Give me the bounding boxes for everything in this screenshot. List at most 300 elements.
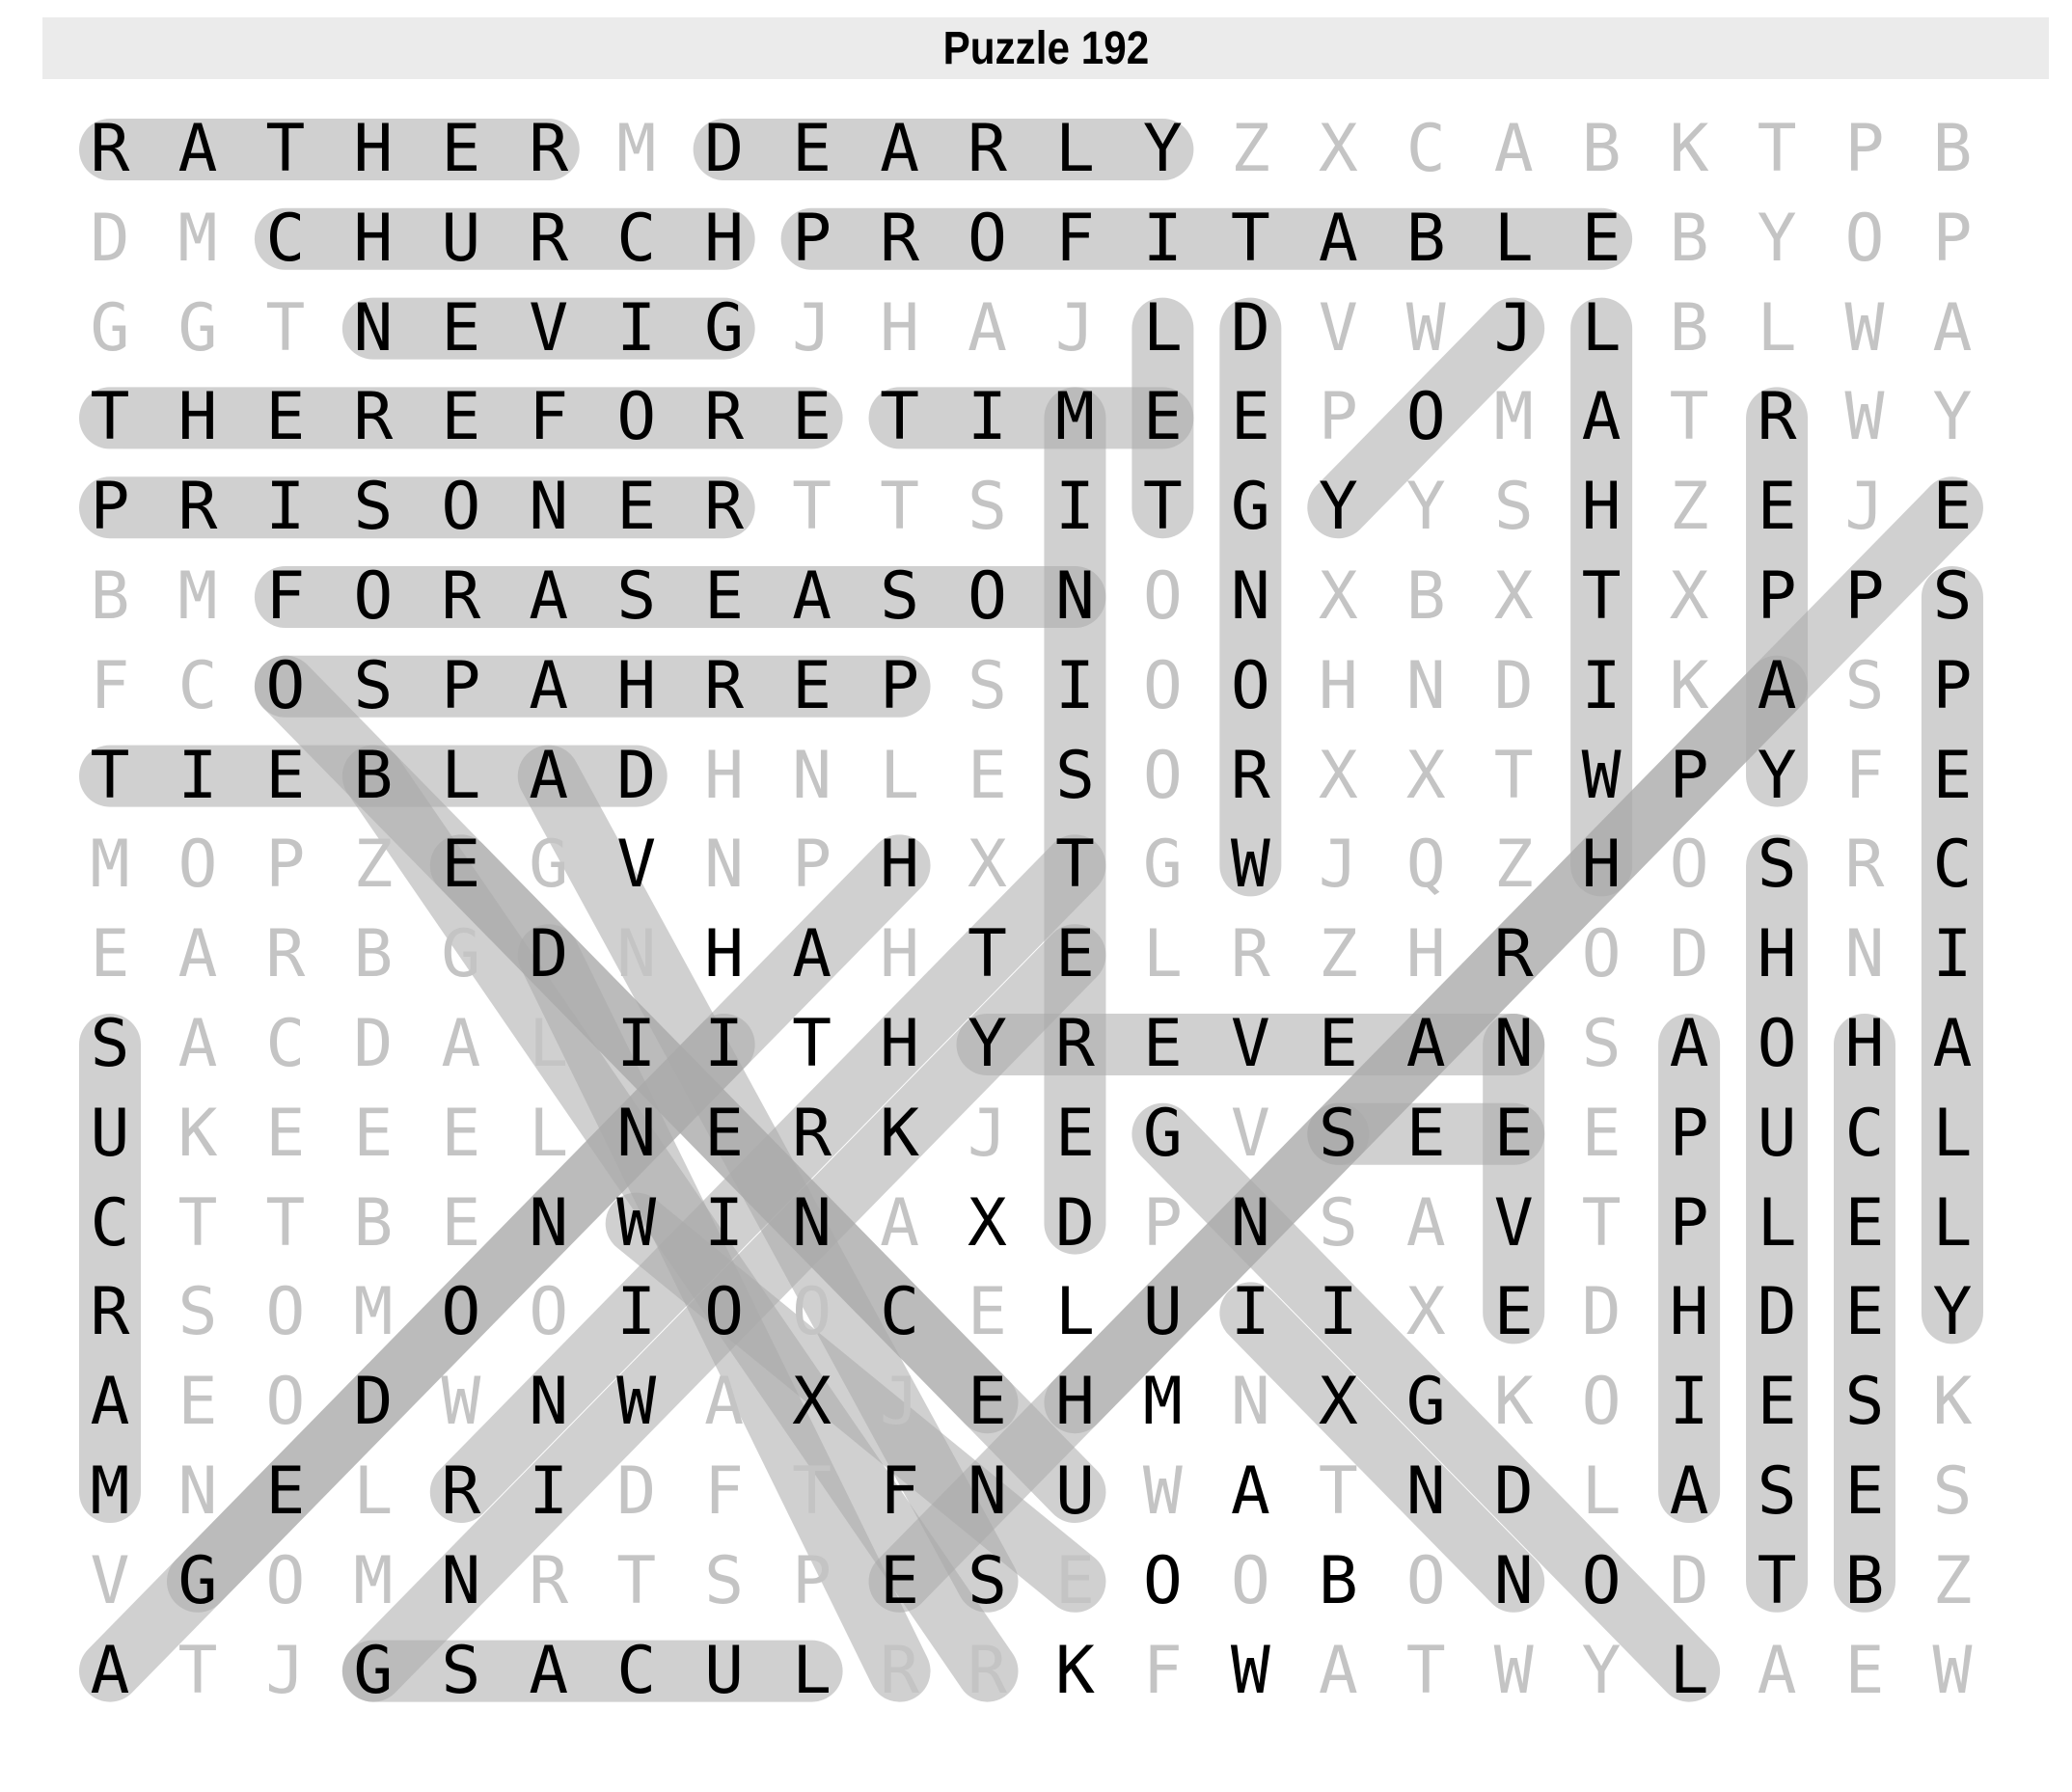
grid-cell[interactable]: S bbox=[1932, 1453, 1973, 1530]
grid-cell[interactable]: Y bbox=[1932, 1274, 1973, 1351]
grid-cell[interactable]: P bbox=[1669, 1095, 1709, 1172]
grid-cell[interactable]: D bbox=[90, 200, 130, 277]
grid-cell[interactable]: R bbox=[704, 379, 745, 456]
grid-cell[interactable]: T bbox=[792, 1453, 832, 1530]
grid-cell[interactable]: E bbox=[441, 827, 481, 904]
grid-cell[interactable]: P bbox=[1757, 558, 1797, 635]
grid-cell[interactable]: X bbox=[792, 1364, 832, 1441]
grid-cell[interactable]: X bbox=[1493, 558, 1534, 635]
grid-cell[interactable]: E bbox=[1757, 1364, 1797, 1441]
grid-cell[interactable]: K bbox=[1669, 647, 1709, 724]
grid-cell[interactable]: I bbox=[1932, 916, 1973, 993]
grid-cell[interactable]: O bbox=[1669, 827, 1709, 904]
grid-cell[interactable]: R bbox=[1230, 737, 1270, 814]
grid-cell[interactable]: T bbox=[1142, 469, 1183, 546]
grid-cell[interactable]: M bbox=[90, 1453, 130, 1530]
grid-cell[interactable]: I bbox=[616, 1274, 657, 1351]
grid-cell[interactable]: A bbox=[1932, 1006, 1973, 1082]
grid-cell[interactable]: S bbox=[1757, 1453, 1797, 1530]
grid-cell[interactable]: E bbox=[968, 737, 1007, 814]
grid-cell[interactable]: Y bbox=[1142, 111, 1183, 187]
grid-cell[interactable]: I bbox=[968, 379, 1007, 456]
grid-cell[interactable]: H bbox=[353, 111, 394, 187]
grid-cell[interactable]: Z bbox=[1318, 916, 1358, 993]
grid-cell[interactable]: N bbox=[616, 916, 657, 993]
grid-cell[interactable]: W bbox=[1932, 1632, 1973, 1709]
grid-cell[interactable]: T bbox=[792, 1006, 832, 1082]
grid-cell[interactable]: H bbox=[1757, 916, 1797, 993]
grid-cell[interactable]: R bbox=[1493, 916, 1534, 993]
grid-cell[interactable]: L bbox=[792, 1632, 832, 1709]
grid-cell[interactable]: A bbox=[704, 1364, 745, 1441]
grid-cell[interactable]: E bbox=[792, 647, 832, 724]
grid-cell[interactable]: J bbox=[265, 1632, 306, 1709]
grid-cell[interactable]: O bbox=[265, 1274, 306, 1351]
grid-cell[interactable]: G bbox=[704, 289, 745, 367]
grid-cell[interactable]: E bbox=[1932, 469, 1973, 546]
grid-cell[interactable]: B bbox=[1932, 111, 1973, 187]
grid-cell[interactable]: O bbox=[1581, 1364, 1622, 1441]
grid-cell[interactable]: E bbox=[1230, 379, 1270, 456]
grid-cell[interactable]: H bbox=[1318, 647, 1358, 724]
grid-cell[interactable]: N bbox=[1405, 647, 1446, 724]
grid-cell[interactable]: R bbox=[1844, 827, 1885, 904]
grid-cell[interactable]: B bbox=[353, 1184, 394, 1262]
grid-cell[interactable]: A bbox=[968, 289, 1007, 367]
grid-cell[interactable]: O bbox=[177, 827, 218, 904]
grid-cell[interactable]: D bbox=[1493, 647, 1534, 724]
grid-cell[interactable]: R bbox=[441, 558, 481, 635]
grid-cell[interactable]: W bbox=[1405, 289, 1446, 367]
grid-cell[interactable]: D bbox=[1669, 1542, 1709, 1619]
grid-cell[interactable]: K bbox=[880, 1095, 920, 1172]
grid-cell[interactable]: W bbox=[1844, 289, 1885, 367]
grid-cell[interactable]: T bbox=[1493, 737, 1534, 814]
grid-cell[interactable]: H bbox=[880, 827, 920, 904]
grid-cell[interactable]: O bbox=[1230, 647, 1270, 724]
grid-cell[interactable]: P bbox=[1932, 200, 1973, 277]
grid-cell[interactable]: C bbox=[1932, 827, 1973, 904]
grid-cell[interactable]: J bbox=[1318, 827, 1358, 904]
grid-cell[interactable]: X bbox=[1318, 1364, 1358, 1441]
grid-cell[interactable]: H bbox=[1581, 469, 1622, 546]
grid-cell[interactable]: N bbox=[704, 827, 745, 904]
grid-cell[interactable]: P bbox=[1669, 1184, 1709, 1262]
grid-cell[interactable]: G bbox=[177, 1542, 218, 1619]
grid-cell[interactable]: V bbox=[90, 1542, 130, 1619]
grid-cell[interactable]: D bbox=[1230, 289, 1270, 367]
grid-cell[interactable]: R bbox=[90, 111, 130, 187]
grid-cell[interactable]: H bbox=[704, 737, 745, 814]
grid-cell[interactable]: W bbox=[616, 1184, 657, 1262]
grid-cell[interactable]: L bbox=[1581, 289, 1622, 367]
grid-cell[interactable]: O bbox=[353, 558, 394, 635]
grid-cell[interactable]: L bbox=[1142, 289, 1183, 367]
grid-cell[interactable]: C bbox=[1405, 111, 1446, 187]
grid-cell[interactable]: M bbox=[616, 111, 657, 187]
grid-cell[interactable]: E bbox=[880, 1542, 920, 1619]
grid-cell[interactable]: E bbox=[1318, 1006, 1358, 1082]
grid-cell[interactable]: B bbox=[1405, 200, 1446, 277]
grid-cell[interactable]: O bbox=[1405, 1542, 1446, 1619]
grid-cell[interactable]: C bbox=[177, 647, 218, 724]
grid-cell[interactable]: G bbox=[441, 916, 481, 993]
grid-cell[interactable]: S bbox=[177, 1274, 218, 1351]
grid-cell[interactable]: M bbox=[353, 1274, 394, 1351]
grid-cell[interactable]: M bbox=[1493, 379, 1534, 456]
grid-cell[interactable]: A bbox=[177, 916, 218, 993]
grid-cell[interactable]: T bbox=[1318, 1453, 1358, 1530]
grid-cell[interactable]: A bbox=[529, 1632, 569, 1709]
grid-cell[interactable]: D bbox=[1493, 1453, 1534, 1530]
grid-cell[interactable]: B bbox=[1669, 289, 1709, 367]
grid-cell[interactable]: I bbox=[1669, 1364, 1709, 1441]
grid-cell[interactable]: L bbox=[1142, 916, 1183, 993]
grid-cell[interactable]: L bbox=[1932, 1095, 1973, 1172]
grid-cell[interactable]: X bbox=[968, 1184, 1007, 1262]
grid-cell[interactable]: C bbox=[1844, 1095, 1885, 1172]
grid-cell[interactable]: M bbox=[1054, 379, 1095, 456]
grid-cell[interactable]: O bbox=[1142, 737, 1183, 814]
grid-cell[interactable]: Z bbox=[1932, 1542, 1973, 1619]
grid-cell[interactable]: R bbox=[880, 200, 920, 277]
grid-cell[interactable]: A bbox=[177, 111, 218, 187]
grid-cell[interactable]: A bbox=[792, 916, 832, 993]
grid-cell[interactable]: J bbox=[1493, 289, 1534, 367]
grid-cell[interactable]: P bbox=[265, 827, 306, 904]
grid-cell[interactable]: P bbox=[90, 469, 130, 546]
grid-cell[interactable]: H bbox=[1054, 1364, 1095, 1441]
grid-cell[interactable]: P bbox=[792, 827, 832, 904]
grid-cell[interactable]: A bbox=[1405, 1184, 1446, 1262]
grid-cell[interactable]: T bbox=[616, 1542, 657, 1619]
grid-cell[interactable]: W bbox=[1581, 737, 1622, 814]
grid-cell[interactable]: D bbox=[353, 1364, 394, 1441]
grid-cell[interactable]: H bbox=[1405, 916, 1446, 993]
grid-cell[interactable]: T bbox=[792, 469, 832, 546]
grid-cell[interactable]: I bbox=[616, 289, 657, 367]
grid-cell[interactable]: E bbox=[265, 1095, 306, 1172]
grid-cell[interactable]: E bbox=[441, 1095, 481, 1172]
grid-cell[interactable]: I bbox=[177, 737, 218, 814]
grid-cell[interactable]: F bbox=[880, 1453, 920, 1530]
grid-cell[interactable]: M bbox=[177, 558, 218, 635]
grid-cell[interactable]: P bbox=[1932, 647, 1973, 724]
grid-cell[interactable]: I bbox=[1230, 1274, 1270, 1351]
grid-cell[interactable]: A bbox=[792, 558, 832, 635]
grid-cell[interactable]: R bbox=[1757, 379, 1797, 456]
grid-cell[interactable]: T bbox=[1757, 1542, 1797, 1619]
grid-cell[interactable]: E bbox=[90, 916, 130, 993]
grid-cell[interactable]: I bbox=[616, 1006, 657, 1082]
grid-cell[interactable]: A bbox=[90, 1364, 130, 1441]
grid-cell[interactable]: E bbox=[1142, 1006, 1183, 1082]
grid-cell[interactable]: A bbox=[529, 737, 569, 814]
grid-cell[interactable]: E bbox=[1054, 1542, 1095, 1619]
grid-cell[interactable]: X bbox=[1405, 737, 1446, 814]
grid-cell[interactable]: E bbox=[1581, 200, 1622, 277]
grid-cell[interactable]: Z bbox=[1230, 111, 1270, 187]
grid-cell[interactable]: M bbox=[353, 1542, 394, 1619]
grid-cell[interactable]: K bbox=[1493, 1364, 1534, 1441]
grid-cell[interactable]: O bbox=[792, 1274, 832, 1351]
grid-cell[interactable]: P bbox=[792, 200, 832, 277]
grid-cell[interactable]: G bbox=[177, 289, 218, 367]
grid-cell[interactable]: K bbox=[177, 1095, 218, 1172]
grid-cell[interactable]: T bbox=[1581, 1184, 1622, 1262]
grid-cell[interactable]: N bbox=[177, 1453, 218, 1530]
grid-cell[interactable]: D bbox=[1757, 1274, 1797, 1351]
grid-cell[interactable]: G bbox=[1230, 469, 1270, 546]
grid-cell[interactable]: J bbox=[792, 289, 832, 367]
grid-cell[interactable]: S bbox=[353, 469, 394, 546]
grid-cell[interactable]: O bbox=[968, 558, 1007, 635]
grid-cell[interactable]: V bbox=[1493, 1184, 1534, 1262]
grid-cell[interactable]: N bbox=[441, 1542, 481, 1619]
grid-cell[interactable]: C bbox=[90, 1184, 130, 1262]
grid-cell[interactable]: E bbox=[177, 1364, 218, 1441]
grid-cell[interactable]: G bbox=[529, 827, 569, 904]
grid-cell[interactable]: O bbox=[704, 1274, 745, 1351]
grid-cell[interactable]: E bbox=[265, 737, 306, 814]
grid-cell[interactable]: E bbox=[441, 289, 481, 367]
grid-cell[interactable]: F bbox=[90, 647, 130, 724]
grid-cell[interactable]: A bbox=[529, 647, 569, 724]
grid-cell[interactable]: T bbox=[1230, 200, 1270, 277]
grid-cell[interactable]: V bbox=[616, 827, 657, 904]
grid-cell[interactable]: F bbox=[1142, 1632, 1183, 1709]
grid-cell[interactable]: S bbox=[968, 647, 1007, 724]
grid-cell[interactable]: P bbox=[1844, 111, 1885, 187]
grid-cell[interactable]: S bbox=[880, 558, 920, 635]
grid-cell[interactable]: B bbox=[1318, 1542, 1358, 1619]
grid-cell[interactable]: A bbox=[90, 1632, 130, 1709]
grid-cell[interactable]: B bbox=[1669, 200, 1709, 277]
grid-cell[interactable]: N bbox=[529, 1364, 569, 1441]
grid-cell[interactable]: B bbox=[1405, 558, 1446, 635]
grid-cell[interactable]: N bbox=[1230, 1364, 1270, 1441]
grid-cell[interactable]: A bbox=[441, 1006, 481, 1082]
grid-cell[interactable]: T bbox=[90, 737, 130, 814]
grid-cell[interactable]: N bbox=[968, 1453, 1007, 1530]
grid-cell[interactable]: S bbox=[704, 1542, 745, 1619]
grid-cell[interactable]: I bbox=[529, 1453, 569, 1530]
grid-cell[interactable]: D bbox=[529, 916, 569, 993]
grid-cell[interactable]: O bbox=[1844, 200, 1885, 277]
grid-cell[interactable]: A bbox=[1230, 1453, 1270, 1530]
grid-cell[interactable]: E bbox=[1581, 1095, 1622, 1172]
grid-cell[interactable]: J bbox=[1054, 289, 1095, 367]
grid-cell[interactable]: E bbox=[1405, 1095, 1446, 1172]
grid-cell[interactable]: E bbox=[265, 379, 306, 456]
grid-cell[interactable]: S bbox=[1493, 469, 1534, 546]
grid-cell[interactable]: E bbox=[968, 1274, 1007, 1351]
grid-cell[interactable]: Y bbox=[1581, 1632, 1622, 1709]
grid-cell[interactable]: A bbox=[880, 111, 920, 187]
grid-cell[interactable]: W bbox=[441, 1364, 481, 1441]
grid-cell[interactable]: R bbox=[880, 1632, 920, 1709]
grid-cell[interactable]: O bbox=[1142, 1542, 1183, 1619]
grid-cell[interactable]: F bbox=[1054, 200, 1095, 277]
grid-cell[interactable]: F bbox=[529, 379, 569, 456]
grid-cell[interactable]: E bbox=[1757, 469, 1797, 546]
grid-cell[interactable]: L bbox=[1493, 200, 1534, 277]
grid-cell[interactable]: S bbox=[1757, 827, 1797, 904]
grid-cell[interactable]: O bbox=[1405, 379, 1446, 456]
grid-cell[interactable]: J bbox=[968, 1095, 1007, 1172]
grid-cell[interactable]: B bbox=[1581, 111, 1622, 187]
grid-cell[interactable]: T bbox=[265, 111, 306, 187]
grid-cell[interactable]: R bbox=[792, 1095, 832, 1172]
grid-cell[interactable]: C bbox=[616, 200, 657, 277]
grid-cell[interactable]: C bbox=[265, 1006, 306, 1082]
grid-cell[interactable]: N bbox=[1844, 916, 1885, 993]
grid-cell[interactable]: B bbox=[1844, 1542, 1885, 1619]
grid-cell[interactable]: E bbox=[968, 1364, 1007, 1441]
grid-cell[interactable]: I bbox=[1318, 1274, 1358, 1351]
grid-cell[interactable]: X bbox=[968, 827, 1007, 904]
grid-cell[interactable]: U bbox=[704, 1632, 745, 1709]
grid-cell[interactable]: D bbox=[1581, 1274, 1622, 1351]
grid-cell[interactable]: E bbox=[1142, 379, 1183, 456]
grid-cell[interactable]: C bbox=[880, 1274, 920, 1351]
grid-cell[interactable]: K bbox=[1054, 1632, 1095, 1709]
grid-cell[interactable]: R bbox=[529, 200, 569, 277]
grid-cell[interactable]: S bbox=[1932, 558, 1973, 635]
grid-cell[interactable]: R bbox=[704, 469, 745, 546]
grid-cell[interactable]: H bbox=[880, 916, 920, 993]
grid-cell[interactable]: T bbox=[1054, 827, 1095, 904]
grid-cell[interactable]: E bbox=[1932, 737, 1973, 814]
grid-cell[interactable]: S bbox=[1844, 647, 1885, 724]
grid-cell[interactable]: Q bbox=[1405, 827, 1446, 904]
grid-cell[interactable]: U bbox=[90, 1095, 130, 1172]
grid-cell[interactable]: R bbox=[353, 379, 394, 456]
grid-cell[interactable]: H bbox=[1581, 827, 1622, 904]
grid-cell[interactable]: H bbox=[353, 200, 394, 277]
grid-cell[interactable]: V bbox=[1318, 289, 1358, 367]
grid-cell[interactable]: L bbox=[1932, 1184, 1973, 1262]
grid-cell[interactable]: L bbox=[529, 1006, 569, 1082]
grid-cell[interactable]: E bbox=[616, 469, 657, 546]
grid-cell[interactable]: L bbox=[353, 1453, 394, 1530]
grid-cell[interactable]: A bbox=[1493, 111, 1534, 187]
grid-cell[interactable]: W bbox=[1230, 827, 1270, 904]
grid-cell[interactable]: G bbox=[353, 1632, 394, 1709]
grid-cell[interactable]: D bbox=[353, 1006, 394, 1082]
grid-cell[interactable]: C bbox=[616, 1632, 657, 1709]
grid-cell[interactable]: O bbox=[1142, 647, 1183, 724]
grid-cell[interactable]: T bbox=[880, 469, 920, 546]
grid-cell[interactable]: U bbox=[441, 200, 481, 277]
grid-cell[interactable]: O bbox=[1142, 558, 1183, 635]
grid-cell[interactable]: T bbox=[1757, 111, 1797, 187]
grid-cell[interactable]: H bbox=[704, 916, 745, 993]
grid-cell[interactable]: S bbox=[441, 1632, 481, 1709]
grid-cell[interactable]: P bbox=[880, 647, 920, 724]
grid-cell[interactable]: A bbox=[1669, 1006, 1709, 1082]
grid-cell[interactable]: S bbox=[1054, 737, 1095, 814]
grid-cell[interactable]: A bbox=[177, 1006, 218, 1082]
grid-cell[interactable]: L bbox=[880, 737, 920, 814]
grid-cell[interactable]: X bbox=[1669, 558, 1709, 635]
grid-cell[interactable]: H bbox=[704, 200, 745, 277]
grid-cell[interactable]: D bbox=[616, 737, 657, 814]
grid-cell[interactable]: U bbox=[1054, 1453, 1095, 1530]
grid-cell[interactable]: C bbox=[265, 200, 306, 277]
grid-cell[interactable]: S bbox=[90, 1006, 130, 1082]
grid-cell[interactable]: K bbox=[1932, 1364, 1973, 1441]
grid-cell[interactable]: G bbox=[90, 289, 130, 367]
grid-cell[interactable]: O bbox=[265, 1542, 306, 1619]
grid-cell[interactable]: N bbox=[1405, 1453, 1446, 1530]
grid-cell[interactable]: R bbox=[968, 1632, 1007, 1709]
grid-cell[interactable]: E bbox=[704, 558, 745, 635]
grid-cell[interactable]: N bbox=[616, 1095, 657, 1172]
grid-cell[interactable]: F bbox=[1844, 737, 1885, 814]
grid-cell[interactable]: M bbox=[1142, 1364, 1183, 1441]
grid-cell[interactable]: O bbox=[441, 1274, 481, 1351]
grid-cell[interactable]: B bbox=[353, 916, 394, 993]
grid-cell[interactable]: L bbox=[1054, 1274, 1095, 1351]
grid-cell[interactable]: E bbox=[1054, 1095, 1095, 1172]
grid-cell[interactable]: Y bbox=[1757, 737, 1797, 814]
grid-cell[interactable]: R bbox=[441, 1453, 481, 1530]
grid-cell[interactable]: J bbox=[880, 1364, 920, 1441]
grid-cell[interactable]: H bbox=[1669, 1274, 1709, 1351]
grid-cell[interactable]: B bbox=[90, 558, 130, 635]
grid-cell[interactable]: N bbox=[353, 289, 394, 367]
grid-cell[interactable]: H bbox=[880, 289, 920, 367]
grid-cell[interactable]: J bbox=[1844, 469, 1885, 546]
grid-cell[interactable]: S bbox=[353, 647, 394, 724]
grid-cell[interactable]: E bbox=[1054, 916, 1095, 993]
grid-cell[interactable]: K bbox=[1669, 111, 1709, 187]
grid-cell[interactable]: T bbox=[265, 289, 306, 367]
grid-cell[interactable]: A bbox=[1757, 647, 1797, 724]
grid-cell[interactable]: D bbox=[616, 1453, 657, 1530]
grid-cell[interactable]: S bbox=[616, 558, 657, 635]
grid-cell[interactable]: A bbox=[529, 558, 569, 635]
grid-cell[interactable]: A bbox=[1318, 200, 1358, 277]
grid-cell[interactable]: W bbox=[1142, 1453, 1183, 1530]
grid-cell[interactable]: O bbox=[616, 379, 657, 456]
grid-cell[interactable]: S bbox=[1318, 1095, 1358, 1172]
grid-cell[interactable]: L bbox=[1757, 289, 1797, 367]
grid-cell[interactable]: E bbox=[353, 1095, 394, 1172]
grid-cell[interactable]: M bbox=[177, 200, 218, 277]
grid-cell[interactable]: E bbox=[1844, 1453, 1885, 1530]
grid-cell[interactable]: Z bbox=[1493, 827, 1534, 904]
grid-cell[interactable]: N bbox=[1493, 1542, 1534, 1619]
grid-cell[interactable]: R bbox=[704, 647, 745, 724]
grid-cell[interactable]: A bbox=[1318, 1632, 1358, 1709]
grid-cell[interactable]: Y bbox=[968, 1006, 1007, 1082]
grid-cell[interactable]: P bbox=[441, 647, 481, 724]
grid-cell[interactable]: E bbox=[1844, 1274, 1885, 1351]
grid-cell[interactable]: S bbox=[1581, 1006, 1622, 1082]
grid-cell[interactable]: A bbox=[1757, 1632, 1797, 1709]
grid-cell[interactable]: A bbox=[1581, 379, 1622, 456]
grid-cell[interactable]: D bbox=[704, 111, 745, 187]
grid-cell[interactable]: S bbox=[1844, 1364, 1885, 1441]
grid-cell[interactable]: Z bbox=[1669, 469, 1709, 546]
grid-cell[interactable]: Y bbox=[1757, 200, 1797, 277]
grid-cell[interactable]: L bbox=[1054, 111, 1095, 187]
grid-cell[interactable]: P bbox=[792, 1542, 832, 1619]
grid-cell[interactable]: O bbox=[1581, 1542, 1622, 1619]
grid-cell[interactable]: T bbox=[1581, 558, 1622, 635]
